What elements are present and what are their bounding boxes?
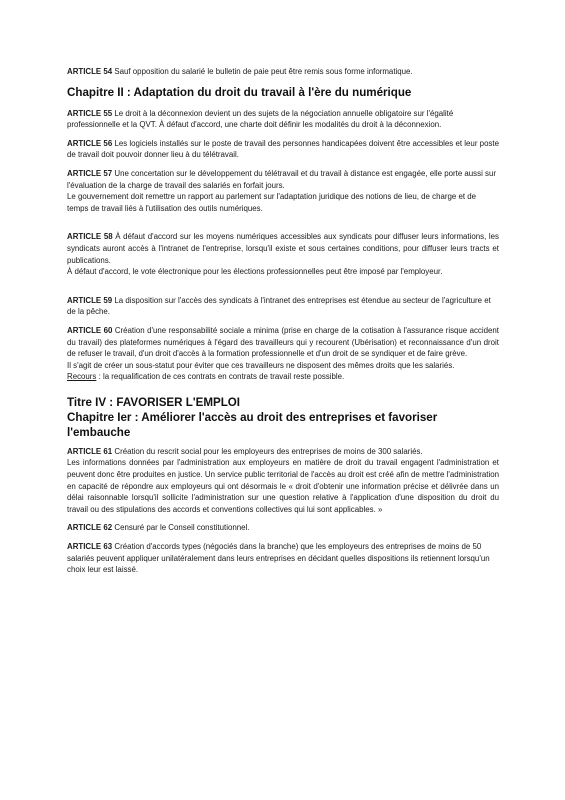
article-label: ARTICLE 62 xyxy=(67,523,113,533)
article-text-2: Le gouvernement doit remettre un rapport au parlement sur l'adaptation juridique des notions de lieu, de charge et de temps de travail liés à l'utilisation des outils numériques. xyxy=(67,192,477,213)
title-4-heading: Titre IV : FAVORISER L'EMPLOI xyxy=(67,395,241,409)
article-62 xyxy=(67,522,499,534)
article-58 xyxy=(67,231,499,277)
article-label: ARTICLE 63 xyxy=(67,542,113,552)
article-61 xyxy=(67,446,499,516)
article-text: Le droit à la déconnexion devient un des sujets de la négociation annuelle obligatoire sur l'égalité professionnelle et la QVT. À défaut d'accord, une charte doit définir les modalités du droit à la déconnexion. xyxy=(67,108,454,130)
article-57 xyxy=(67,168,499,214)
article-text: Création d'une responsabilité sociale a minima (prise en charge de la cotisation à l'assurance risque accident du travail) des plateformes numériques à l'égard des travailleurs qui y recourent (Ubérisation) et reconnaissance d'un droit de refuser le travail, d'un droit d'accès à la formation professionnelle et d'un droit de se syndiquer et de faire grève. xyxy=(67,325,499,359)
article-text: Sauf opposition du salarié le bulletin de paie peut être remis sous forme informatique. xyxy=(112,67,413,76)
article-label: ARTICLE 57 xyxy=(67,168,113,178)
article-59 xyxy=(67,295,499,318)
article-text: La disposition sur l'accès des syndicats à l'intranet des entreprises est étendue au secteur de l'agriculture et de la pêche. xyxy=(67,295,491,317)
article-label: ARTICLE 56 xyxy=(67,138,113,148)
recours-label: Recours xyxy=(67,372,97,382)
article-text: Création du rescrit social pour les employeurs des entreprises de moins de 300 salariés. xyxy=(112,446,423,456)
page-content xyxy=(67,66,499,583)
article-label: ARTICLE 55 xyxy=(67,108,113,118)
article-label: ARTICLE 54 xyxy=(67,67,113,76)
article-text: Une concertation sur le développement du télétravail et du travail à distance est engagée, elle porte aussi sur l'évaluation de la charge de travail des salariés en forfait jours. xyxy=(67,168,496,190)
article-56 xyxy=(67,138,499,161)
article-label: ARTICLE 60 xyxy=(67,325,113,335)
article-label: ARTICLE 59 xyxy=(67,295,113,305)
article-text: À défaut d'accord sur les moyens numériques accessibles aux syndicats pour diffuser leurs informations, les syndicats auront accès à l'intranet de l'entreprise, lorsqu'il existe et sous certaines conditions, pour diffuser leurs tracts et publications. xyxy=(67,232,499,265)
article-text-2: À défaut d'accord, le vote électronique pour les élections professionnelles peut être imposé par l'employeur. xyxy=(67,267,443,277)
article-text: Censuré par le Conseil constitutionnel. xyxy=(112,523,250,533)
article-60 xyxy=(67,325,499,383)
article-label: ARTICLE 61 xyxy=(67,446,113,456)
article-text: Les logiciels installés sur le poste de travail des personnes handicapées doivent être accessibles et leur poste de travail doit pouvoir donner lieu à du télétravail. xyxy=(67,138,499,160)
chapter-2-heading: Chapitre II : Adaptation du droit du travail à l'ère du numérique xyxy=(67,85,412,99)
chapter-1-heading: Chapitre Ier : Améliorer l'accès au droit des entreprises et favoriser l'embauche xyxy=(67,410,438,439)
article-63 xyxy=(67,541,499,576)
article-text-2: Les informations données par l'administration aux employeurs en matière de droit du travail engagent l'administration et peuvent donc être produites en justice. Un service public territorial de l'accès au droit est créé afin de mettre l'administration en capacité de répondre aux employeurs qui ont désormais le « droit d'obtenir une information précise et délivrée dans un délai raisonnable lorsqu'il sollicite l'administration sur une question relative à l'application d'une disposition du droit du travail ou des stipulations des accords et conventions collectives qui lui sont applicables. » xyxy=(67,458,499,514)
article-55 xyxy=(67,108,499,131)
article-text: Création d'accords types (négociés dans la branche) que les employeurs des entreprises de moins de 50 salariés peuvent appliquer unilatéralement dans leurs entreprises en décidant quelles dispositions ils retiennent lorsqu'un choix leur est laissé. xyxy=(67,542,490,575)
recours-text: : la requalification de ces contrats en contrats de travail reste possible. xyxy=(96,372,345,382)
article-text-2: Il s'agit de créer un sous-statut pour éviter que ces travailleurs ne disposent des mêmes droits que les salariés. xyxy=(67,360,455,370)
article-label: ARTICLE 58 xyxy=(67,232,113,242)
article-54 xyxy=(67,66,499,78)
recours-line xyxy=(67,371,499,383)
